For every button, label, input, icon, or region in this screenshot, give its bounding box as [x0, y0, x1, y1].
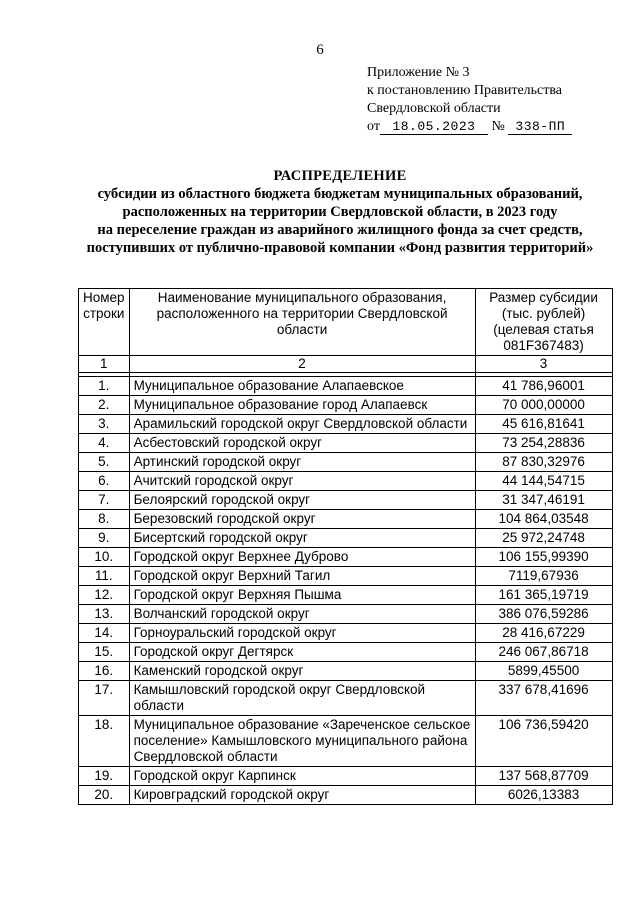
appendix-line-2: к постановлению Правительства: [367, 83, 563, 98]
subsidy-value-cell: 44 144,54715: [475, 472, 612, 491]
table-row: [79, 396, 613, 415]
table-row: [79, 605, 613, 624]
subsidy-value-cell: 41 786,96001: [475, 377, 612, 396]
table-row: [79, 586, 613, 605]
table-row: [79, 377, 613, 396]
row-number-cell: 11.: [79, 567, 130, 586]
table-header-row: [79, 289, 613, 356]
subsidy-value-cell: 28 416,67229: [475, 624, 612, 643]
row-number-cell: 5.: [79, 453, 130, 472]
row-number-cell: 9.: [79, 529, 130, 548]
municipality-cell: Городской округ Верхняя Пышма: [129, 586, 475, 605]
table-row: [79, 681, 613, 716]
subsidy-value-cell: 106 736,59420: [475, 716, 612, 767]
municipality-cell: Муниципальное образование «Зареченское сельское поселение» Камышловского муниципального района Свердловской области: [129, 716, 475, 767]
table-row: [79, 786, 613, 805]
header-row-number: Номер строки: [79, 289, 130, 356]
table-row: [79, 491, 613, 510]
subsidy-table: [78, 288, 613, 805]
table-row: [79, 624, 613, 643]
row-number-cell: 6.: [79, 472, 130, 491]
header-subsidy: Размер субсидии (тыс. рублей) (целевая статья 081F367483): [475, 289, 612, 356]
municipality-cell: Арамильский городской округ Свердловской области: [129, 415, 475, 434]
subsidy-value-cell: 73 254,28836: [475, 434, 612, 453]
table-row: [79, 415, 613, 434]
title-line-1: субсидии из областного бюджета бюджетам муниципальных образований,: [97, 186, 583, 202]
table-row: [79, 716, 613, 767]
column-number: 2: [129, 356, 475, 373]
subsidy-value-cell: 7119,67936: [475, 567, 612, 586]
row-number-cell: 1.: [79, 377, 130, 396]
municipality-cell: Березовский городской округ: [129, 510, 475, 529]
table-body: [79, 377, 613, 805]
municipality-cell: Городской округ Верхнее Дуброво: [129, 548, 475, 567]
column-number: 1: [79, 356, 130, 373]
municipality-cell: Горноуральский городской округ: [129, 624, 475, 643]
row-number-cell: 14.: [79, 624, 130, 643]
municipality-cell: Городской округ Верхний Тагил: [129, 567, 475, 586]
row-number-cell: 16.: [79, 662, 130, 681]
municipality-cell: Камышловский городской округ Свердловской области: [129, 681, 475, 716]
municipality-cell: Волчанский городской округ: [129, 605, 475, 624]
table-row: [79, 529, 613, 548]
subsidy-value-cell: 246 067,86718: [475, 643, 612, 662]
title-line-2: расположенных на территории Свердловской области, в 2023 году: [122, 204, 558, 220]
municipality-cell: Муниципальное образование Алапаевское: [129, 377, 475, 396]
appendix-line-1: Приложение № 3: [367, 65, 470, 80]
table-row: [79, 767, 613, 786]
registration-date: 18.05.2023: [380, 120, 488, 135]
municipality-cell: Артинский городской округ: [129, 453, 475, 472]
row-number-cell: 12.: [79, 586, 130, 605]
table-row: [79, 510, 613, 529]
municipality-cell: Муниципальное образование город Алапаевск: [129, 396, 475, 415]
subsidy-value-cell: 337 678,41696: [475, 681, 612, 716]
table-row: [79, 434, 613, 453]
title-line-4: поступивших от публично-правовой компании «Фонд развития территорий»: [86, 240, 594, 256]
table-row: [79, 472, 613, 491]
row-number-cell: 15.: [79, 643, 130, 662]
row-number-cell: 2.: [79, 396, 130, 415]
date-prefix: от: [367, 119, 380, 134]
subsidy-value-cell: 25 972,24748: [475, 529, 612, 548]
table-row: [79, 662, 613, 681]
appendix-line-3: Свердловской области: [367, 101, 501, 116]
subsidy-value-cell: 137 568,87709: [475, 767, 612, 786]
table-row: [79, 643, 613, 662]
document-title: [0, 167, 640, 257]
appendix-block: [367, 64, 572, 136]
row-number-cell: 20.: [79, 786, 130, 805]
registration-number: 338-ПП: [508, 120, 572, 135]
column-number-row: [79, 356, 613, 373]
subsidy-value-cell: 6026,13383: [475, 786, 612, 805]
subsidy-value-cell: 31 347,46191: [475, 491, 612, 510]
table-row: [79, 567, 613, 586]
registration-line: [367, 118, 572, 136]
subsidy-value-cell: 161 365,19719: [475, 586, 612, 605]
subsidy-value-cell: 5899,45500: [475, 662, 612, 681]
municipality-cell: Белоярский городской округ: [129, 491, 475, 510]
subsidy-value-cell: 386 076,59286: [475, 605, 612, 624]
row-number-cell: 13.: [79, 605, 130, 624]
subsidy-value-cell: 70 000,00000: [475, 396, 612, 415]
subsidy-value-cell: 106 155,99390: [475, 548, 612, 567]
row-number-cell: 4.: [79, 434, 130, 453]
column-number: 3: [475, 356, 612, 373]
row-number-cell: 10.: [79, 548, 130, 567]
subsidy-value-cell: 87 830,32976: [475, 453, 612, 472]
header-municipality: Наименование муниципального образования, расположенного на территории Свердловской области: [129, 289, 475, 356]
row-number-cell: 8.: [79, 510, 130, 529]
title-heading: РАСПРЕДЕЛЕНИЕ: [273, 168, 407, 184]
table-row: [79, 453, 613, 472]
page-number: 6: [316, 42, 324, 58]
municipality-cell: Каменский городской округ: [129, 662, 475, 681]
municipality-cell: Ачитский городской округ: [129, 472, 475, 491]
row-number-cell: 7.: [79, 491, 130, 510]
subsidy-value-cell: 104 864,03548: [475, 510, 612, 529]
table-row: [79, 548, 613, 567]
municipality-cell: Асбестовский городской округ: [129, 434, 475, 453]
row-number-cell: 17.: [79, 681, 130, 716]
row-number-cell: 19.: [79, 767, 130, 786]
municipality-cell: Городской округ Карпинск: [129, 767, 475, 786]
row-number-cell: 18.: [79, 716, 130, 767]
row-number-cell: 3.: [79, 415, 130, 434]
municipality-cell: Бисертский городской округ: [129, 529, 475, 548]
municipality-cell: Городской округ Дегтярск: [129, 643, 475, 662]
subsidy-value-cell: 45 616,81641: [475, 415, 612, 434]
number-prefix: №: [491, 119, 505, 134]
title-line-3: на переселение граждан из аварийного жилищного фонда за счет средств,: [97, 222, 583, 238]
municipality-cell: Кировградский городской округ: [129, 786, 475, 805]
